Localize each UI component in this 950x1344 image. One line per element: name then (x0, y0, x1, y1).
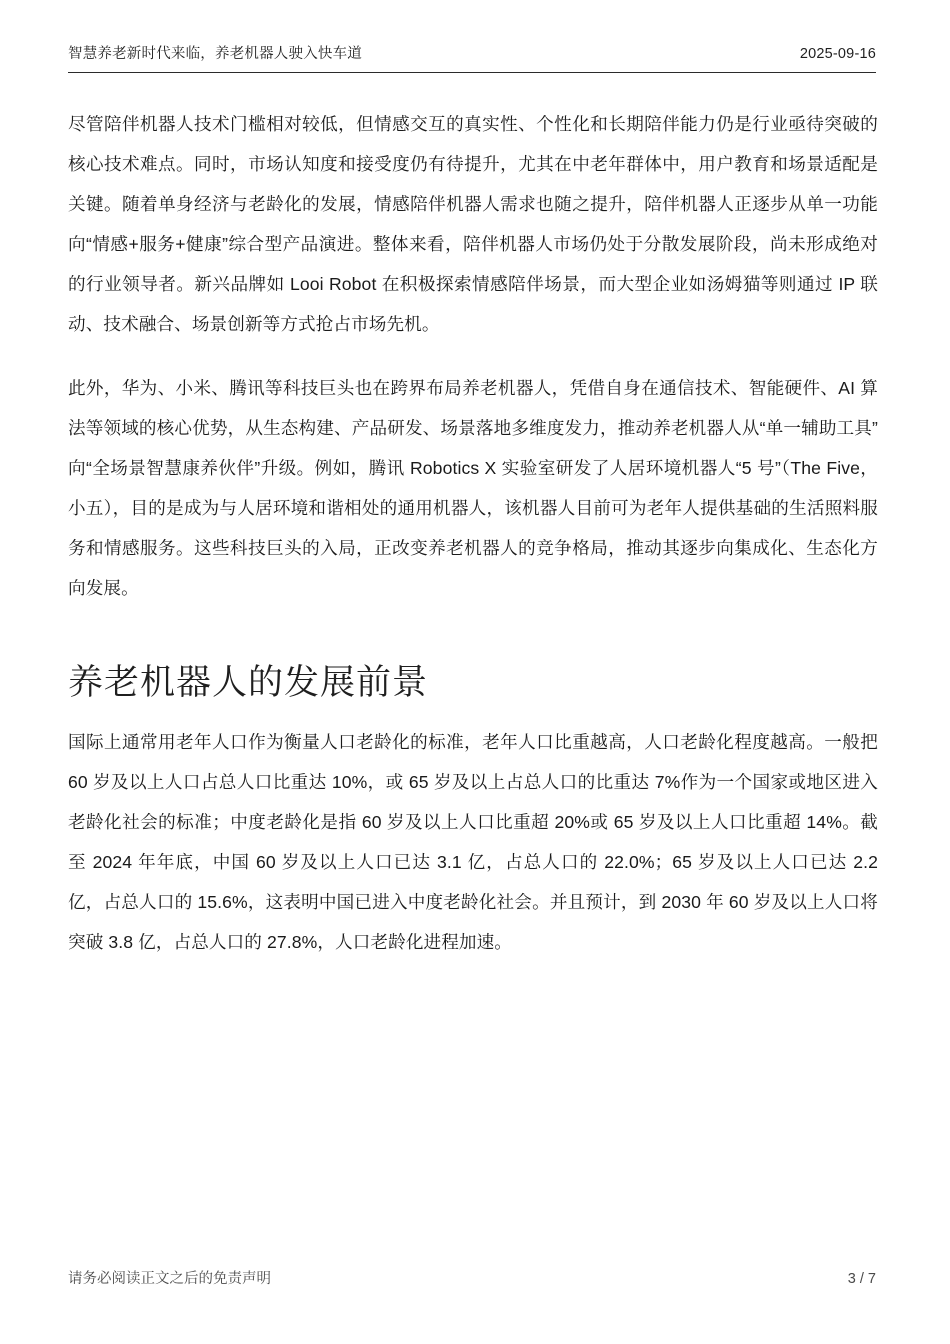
document-content (68, 104, 878, 962)
page-footer (68, 1269, 876, 1289)
section-heading: 养老机器人的发展前景 (68, 663, 429, 702)
footer-page-number: 3 / 7 (847, 1271, 876, 1287)
body-paragraph-2: 此外，华为、小米、腾讯等科技巨头也在跨界布局养老机器人，凭借自身在通信技术、智能硬件、AI 算法等领域的核心优势，从生态构建、产品研发、场景落地多维度发力，推动养老机器人从“单一辅助工具”向“全场景智慧康养伙伴”升级。例如，腾讯 Robotics X 实验室研发了人居环境机器人“5 号”（The Five，小五），目的是成为与人居环境和谐相处的通用机器人，该机器人目前可为老年人提供基础的生活照料服务和情感服务。这些科技巨头的入局，正改变养老机器人的竞争格局，推动其逐步向集成化、生态化方向发展。 (68, 378, 878, 598)
header-divider (68, 72, 876, 73)
footer-disclaimer: 请务必阅读正文之后的免责声明 (68, 1271, 271, 1287)
section-paragraph-1: 国际上通常用老年人口作为衡量人口老龄化的标准，老年人口比重越高，人口老龄化程度越高。一般把 60 岁及以上人口占总人口比重达 10%，或 65 岁及以上占总人口的比重达 7%作为一个国家或地区进入老龄化社会的标准；中度老龄化是指 60 岁及以上人口比重超 20%或 65 岁及以上人口比重超 14%。截至 2024 年年底，中国 60 岁及以上人口已达 3.1 亿，占总人口的 22.0%；65 岁及以上人口已达 2.2 亿，占总人口的 15.6%，这表明中国已进入中度老龄化社会。并且预计，到 2030 年 60 岁及以上人口将突破 3.8 亿，占总人口的 27.8%，人口老龄化进程加速。 (68, 732, 878, 952)
header-date: 2025-09-16 (799, 46, 876, 62)
header-title: 智慧养老新时代来临，养老机器人驶入快车道 (68, 46, 362, 62)
page-header (68, 44, 876, 64)
body-paragraph-1: 尽管陪伴机器人技术门槛相对较低，但情感交互的真实性、个性化和长期陪伴能力仍是行业亟待突破的核心技术难点。同时，市场认知度和接受度仍有待提升，尤其在中老年群体中，用户教育和场景适配是关键。随着单身经济与老龄化的发展，情感陪伴机器人需求也随之提升，陪伴机器人正逐步从单一功能向“情感+服务+健康”综合型产品演进。整体来看，陪伴机器人市场仍处于分散发展阶段，尚未形成绝对的行业领导者。新兴品牌如 Looi Robot 在积极探索情感陪伴场景，而大型企业如汤姆猫等则通过 IP 联动、技术融合、场景创新等方式抢占市场先机。 (68, 114, 878, 334)
